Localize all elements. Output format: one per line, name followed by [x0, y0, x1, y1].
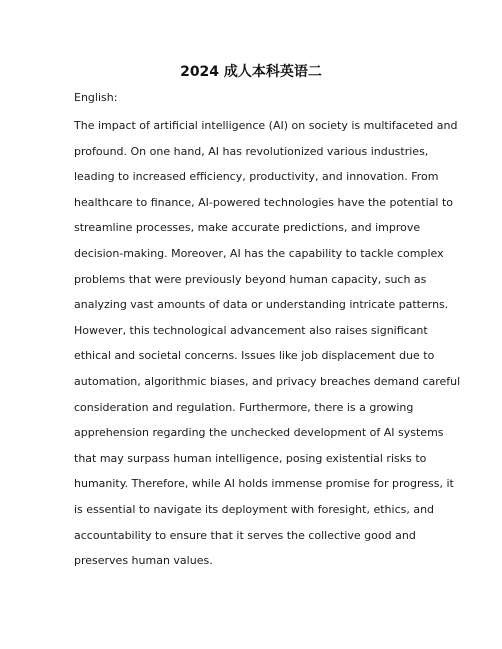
language-label: English:: [74, 91, 118, 104]
paragraph-line: profound. On one hand, AI has revolutionized various industries,: [74, 144, 429, 158]
paragraph-line: preserves human values.: [74, 554, 213, 568]
paragraph-line: leading to increased efficiency, productivity, and innovation. From: [74, 170, 439, 184]
paragraph-line: problems that were previously beyond human capacity, such as: [74, 272, 427, 286]
paragraph-line: healthcare to finance, AI-powered technologies have the potential to: [74, 195, 453, 209]
essay-paragraph: [74, 113, 461, 574]
paragraph-line: streamline processes, make accurate predictions, and improve: [74, 221, 421, 235]
paragraph-line: decision-making. Moreover, AI has the capability to tackle complex: [74, 246, 444, 260]
document-title: 2024 成人本科英语二: [180, 64, 322, 80]
paragraph-line: However, this technological advancement also raises significant: [74, 323, 428, 337]
paragraph-line: ethical and societal concerns. Issues like job displacement due to: [74, 349, 435, 363]
paragraph-line: is essential to navigate its deployment with foresight, ethics, and: [74, 502, 435, 516]
paragraph-line: humanity. Therefore, while AI holds immense promise for progress, it: [74, 477, 454, 491]
paragraph-line: consideration and regulation. Furthermore, there is a growing: [74, 400, 414, 414]
paragraph-line: automation, algorithmic biases, and privacy breaches demand careful: [74, 374, 461, 388]
paragraph-line: that may surpass human intelligence, posing existential risks to: [74, 451, 427, 465]
paragraph-line: The impact of artificial intelligence (AI) on society is multifaceted and: [74, 119, 458, 132]
paragraph-line: accountability to ensure that it serves the collective good and: [74, 528, 416, 542]
paragraph-line: analyzing vast amounts of data or understanding intricate patterns.: [74, 298, 449, 312]
paragraph-line: apprehension regarding the unchecked development of AI systems: [74, 426, 444, 440]
